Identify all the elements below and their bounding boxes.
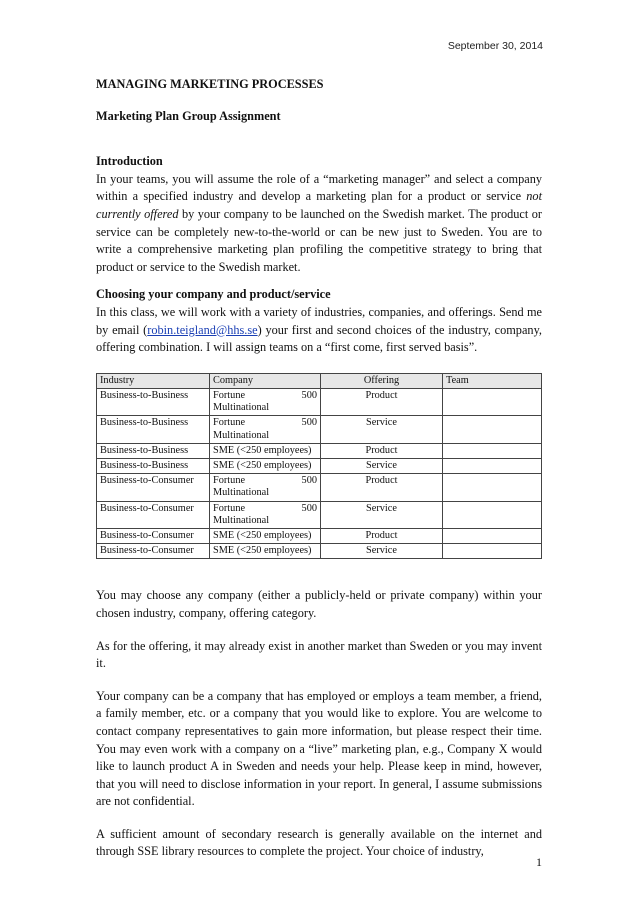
- cell-industry: Business-to-Consumer: [97, 501, 210, 528]
- cell-company: [210, 388, 321, 415]
- company-subtitle: Multinational: [213, 402, 270, 414]
- cell-industry: Business-to-Consumer: [97, 544, 210, 559]
- table-header-row: [97, 373, 542, 388]
- cell-team[interactable]: [443, 474, 542, 501]
- company-number: 500: [301, 417, 317, 429]
- intro-emphasis: not currently offered: [96, 189, 542, 221]
- intro-text-a: In your teams, you will assume the role of a “marketing manager” and select a company within a specified industry and develop a marketing plan for a product or service: [96, 171, 542, 204]
- company-line: [213, 475, 317, 487]
- cell-industry: Business-to-Consumer: [97, 528, 210, 543]
- company-line: [213, 445, 317, 457]
- cell-company: [210, 474, 321, 501]
- table-row: [97, 416, 542, 443]
- cell-team[interactable]: [443, 501, 542, 528]
- company-name: Fortune: [213, 502, 246, 514]
- paragraph-1: You may choose any company (either a publicly-held or private company) within your chosen industry, company, offering category.: [96, 588, 542, 620]
- choosing-text-b: ) your first and second choices of the industry, company, offering combination. I will assign teams on a “first come, first served basis”.: [96, 322, 542, 355]
- table-row: [97, 458, 542, 473]
- company-number: 500: [301, 475, 317, 487]
- intro-paragraph: [96, 171, 542, 277]
- table-row: [97, 388, 542, 415]
- table-row: [97, 443, 542, 458]
- company-subtitle: Multinational: [213, 429, 270, 441]
- company-name: SME (<250 employees): [213, 444, 312, 456]
- company-name: Fortune: [213, 389, 246, 401]
- company-line: [213, 530, 317, 542]
- company-number: 500: [301, 502, 317, 514]
- cell-company: [210, 458, 321, 473]
- cell-company: [210, 501, 321, 528]
- cell-company: [210, 443, 321, 458]
- cell-team[interactable]: [443, 416, 542, 443]
- choosing-paragraph: [96, 304, 542, 357]
- table-row: [97, 501, 542, 528]
- table-row: [97, 544, 542, 559]
- choosing-heading: Choosing your company and product/service: [96, 287, 331, 302]
- header-industry: Industry: [97, 373, 210, 388]
- cell-company: [210, 544, 321, 559]
- cell-company: [210, 528, 321, 543]
- paragraph-4: A sufficient amount of secondary research is generally available on the internet and through SSE library resources to complete the project. Your choice of industry,: [96, 826, 542, 859]
- cell-company: [210, 416, 321, 443]
- company-name: SME (<250 employees): [213, 529, 312, 541]
- cell-offering: Product: [321, 443, 443, 458]
- table-row: [97, 474, 542, 501]
- intro-text-b: by your company to be launched on the Swedish market. The product or service can be completely new-to-the-world or can be new just to Sweden. You are to write a comprehensive marketing plan profiling the competitive strategy to bring that product or service to the Swedish market.: [96, 206, 542, 274]
- company-name: SME (<250 employees): [213, 459, 312, 471]
- table-row: [97, 528, 542, 543]
- document-subtitle: Marketing Plan Group Assignment: [96, 108, 281, 123]
- header-offering: Offering: [321, 373, 443, 388]
- cell-team[interactable]: [443, 388, 542, 415]
- cell-industry: Business-to-Business: [97, 416, 210, 443]
- email-link[interactable]: robin.teigland@hhs.se: [147, 322, 258, 337]
- header-company: Company: [210, 373, 321, 388]
- company-line: [213, 460, 317, 472]
- company-subtitle: Multinational: [213, 487, 270, 499]
- cell-offering: Service: [321, 544, 443, 559]
- cell-industry: Business-to-Business: [97, 458, 210, 473]
- cell-industry: Business-to-Consumer: [97, 474, 210, 501]
- company-line: [213, 503, 317, 515]
- cell-offering: Product: [321, 388, 443, 415]
- cell-offering: Service: [321, 416, 443, 443]
- paragraph-3: Your company can be a company that has employed or employs a team member, a friend, a family member, etc. or a company that you would like to explore. You are welcome to contact company representatives to gain more information, but please respect their time. You may even work with a company on a “live” marketing plan, e.g., Company X would like to launch product A in Sweden and needs your help. Please keep in mind, however, that you will need to disclose information in your report. In general, I assume submissions are not confidential.: [96, 688, 542, 809]
- company-name: SME (<250 employees): [213, 545, 312, 557]
- cell-team[interactable]: [443, 443, 542, 458]
- document-body: [96, 76, 542, 861]
- paragraph-2: As for the offering, it may already exist in another market than Sweden or you may invent it.: [96, 638, 542, 671]
- cell-offering: Product: [321, 474, 443, 501]
- cell-offering: Service: [321, 501, 443, 528]
- company-name: Fortune: [213, 417, 246, 429]
- intro-heading: Introduction: [96, 154, 163, 169]
- document-date: September 30, 2014: [447, 40, 543, 52]
- cell-offering: Product: [321, 528, 443, 543]
- cell-team[interactable]: [443, 528, 542, 543]
- cell-industry: Business-to-Business: [97, 443, 210, 458]
- cell-industry: Business-to-Business: [97, 388, 210, 415]
- header-team: Team: [443, 373, 542, 388]
- cell-team[interactable]: [443, 544, 542, 559]
- document-title: MANAGING MARKETING PROCESSES: [96, 77, 324, 91]
- page-number: 1: [536, 855, 542, 869]
- company-name: Fortune: [213, 475, 246, 487]
- company-number: 500: [301, 389, 317, 401]
- company-line: [213, 417, 317, 429]
- company-subtitle: Multinational: [213, 514, 270, 526]
- company-line: [213, 390, 317, 402]
- table-body: [97, 388, 542, 558]
- cell-offering: Service: [321, 458, 443, 473]
- cell-team[interactable]: [443, 458, 542, 473]
- choosing-text-a: In this class, we will work with a variety of industries, companies, and offerings. Send me by email (: [96, 304, 542, 337]
- company-line: [213, 545, 317, 557]
- assignment-table: [96, 373, 542, 560]
